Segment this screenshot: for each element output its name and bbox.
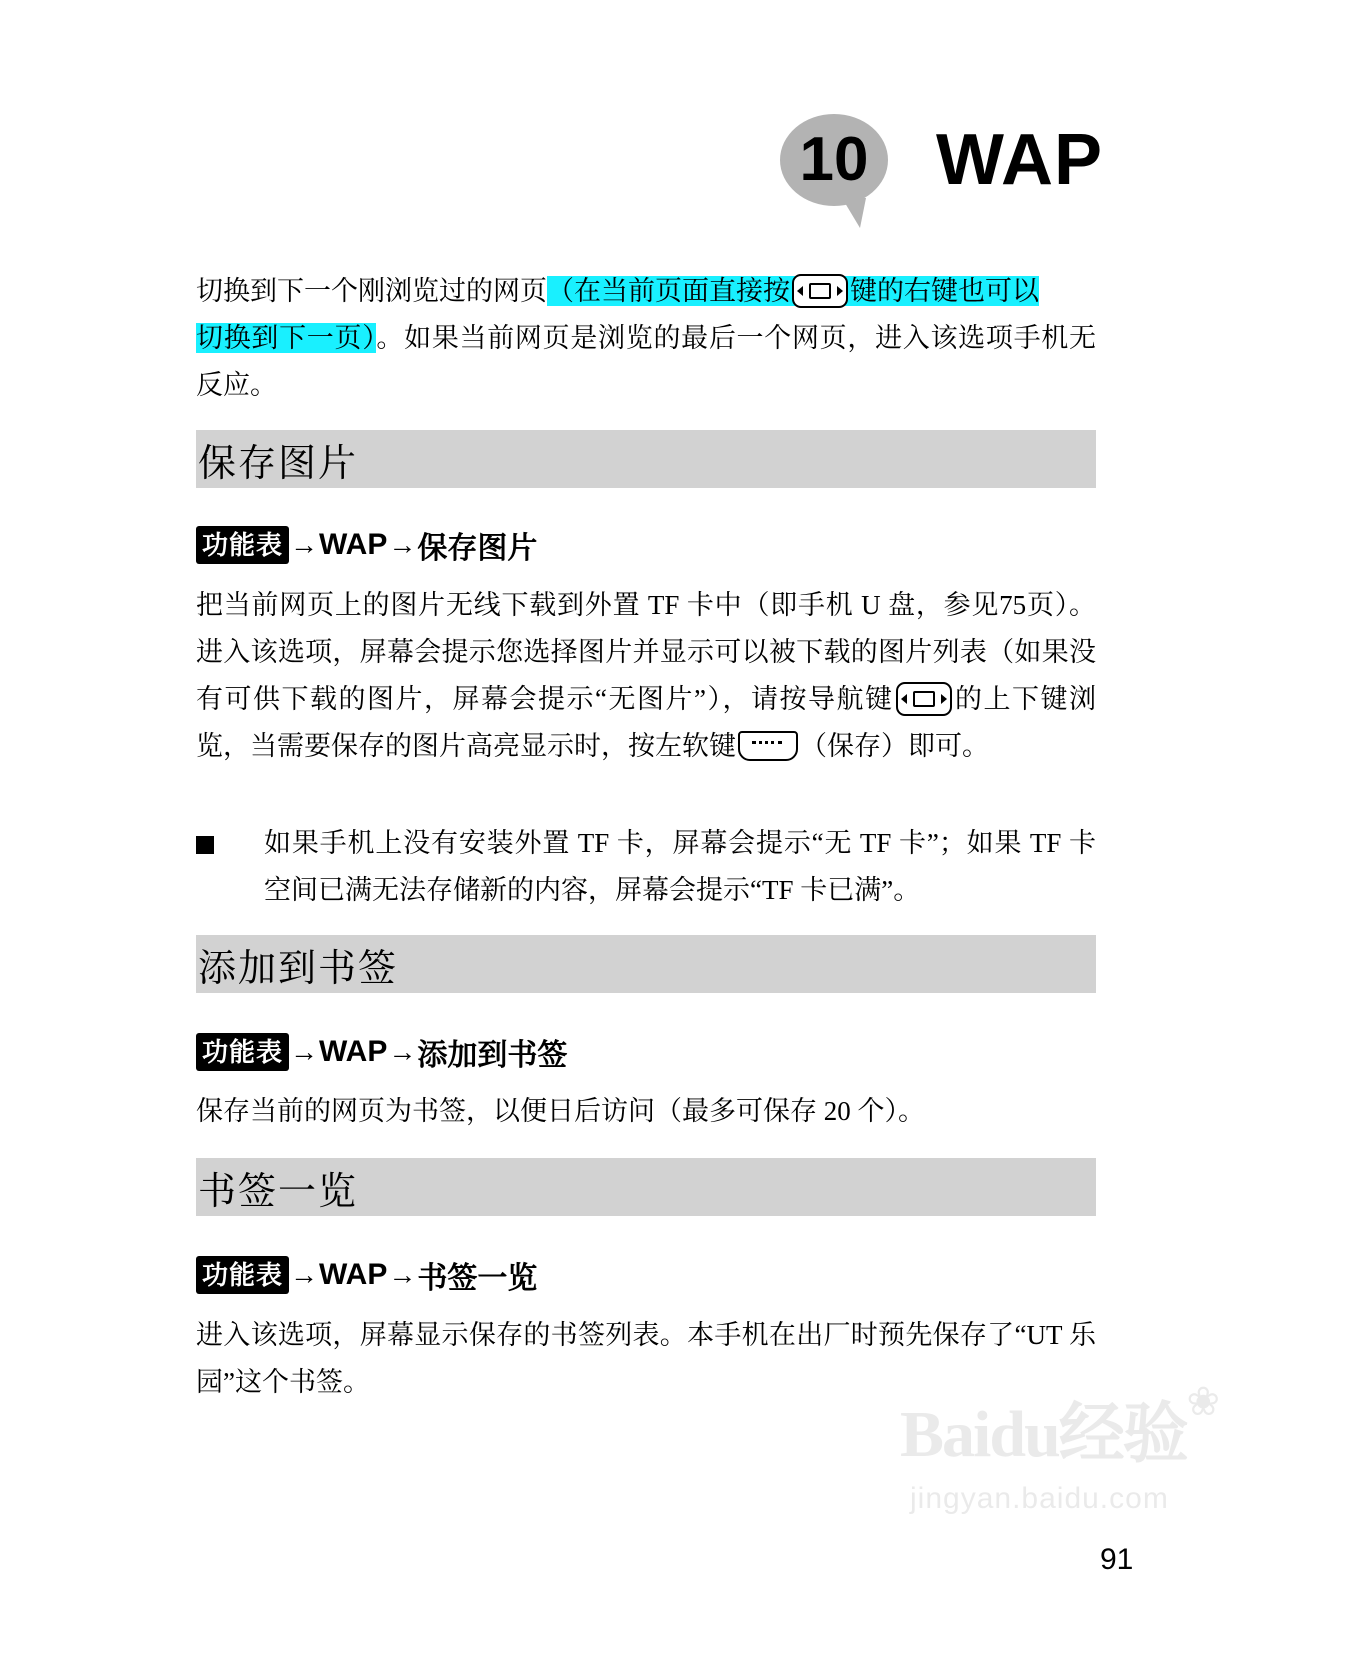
crumb-arrow-icon-3: → xyxy=(290,1036,319,1067)
watermark xyxy=(900,1379,1240,1600)
menu-chip-3: 功能表 xyxy=(196,1256,289,1294)
page-number: 91 xyxy=(1100,1543,1134,1576)
save-image-note-text: 如果手机上没有安装外置 TF 卡，屏幕会提示“无 TF 卡”；如果 TF 卡空间已满无法存储新的内容，屏幕会提示“TF 卡已满”。 xyxy=(264,828,1096,905)
save-image-body-part1: 把当前网页上的图片无线下载到外置 TF 卡中（即手机 U 盘，参见75页）。进入该选项，屏幕会提示您选择图片并显示可以被下载的图片列表（如果没有可供下载的图片，屏幕会提示“无图片”），请按导航键 xyxy=(196,590,1096,714)
left-soft-key-icon xyxy=(738,731,798,761)
crumb-tail-label-2: 添加到书签 xyxy=(417,1039,568,1072)
breadcrumb-bookmark-list xyxy=(196,1253,537,1297)
chapter-header xyxy=(780,95,1210,225)
paw-icon: ❀ xyxy=(1186,1379,1222,1424)
crumb-arrow-icon-2: → xyxy=(388,529,417,560)
crumb-wap-label-2: WAP xyxy=(319,1035,388,1068)
section-heading-save-image xyxy=(196,430,1096,488)
crumb-arrow-icon-4: → xyxy=(388,1036,417,1067)
section-heading-bookmark-list xyxy=(196,1158,1096,1216)
navigation-key-icon-highlight xyxy=(790,276,850,306)
section-heading-add-bookmark-label: 添加到书签 xyxy=(198,947,399,990)
bookmark-list-body: 进入该选项，屏幕显示保存的书签列表。本手机在出厂时预先保存了“UT 乐园”这个书签。 xyxy=(196,1320,1096,1397)
crumb-arrow-icon-6: → xyxy=(388,1259,417,1290)
save-image-body-part2: 的上下键浏览，当需要保存的图片高亮显示时，按左软键 xyxy=(196,684,1097,761)
watermark-sub: jingyan.baidu.com xyxy=(910,1482,1169,1515)
navigation-key-icon xyxy=(792,274,848,308)
add-bookmark-body: 保存当前的网页为书签，以便日后访问（最多可保存 20 个）。 xyxy=(196,1096,925,1126)
section-heading-bookmark-list-label: 书签一览 xyxy=(198,1170,359,1213)
chapter-number-bubble xyxy=(780,114,888,206)
intro-highlight-1: （在当前页面直接按 xyxy=(547,276,790,306)
chapter-number: 10 xyxy=(799,125,869,194)
breadcrumb-add-bookmark xyxy=(196,1030,567,1074)
bullet-square-icon xyxy=(196,836,214,854)
crumb-tail-label: 保存图片 xyxy=(417,532,538,565)
save-image-note xyxy=(196,820,1096,914)
menu-chip-2: 功能表 xyxy=(196,1033,289,1071)
save-image-body-part3: （保存）即可。 xyxy=(800,731,989,761)
menu-chip: 功能表 xyxy=(196,526,289,564)
intro-highlight-2: 键的右键也可以 xyxy=(850,276,1039,306)
intro-text-after: 。如果当前网页是浏览的最后一个网页，进入该选项手机无反应。 xyxy=(196,323,1096,400)
crumb-wap-label: WAP xyxy=(319,528,388,561)
crumb-arrow-icon: → xyxy=(290,529,319,560)
intro-highlight-3: 切换到下一页） xyxy=(196,323,377,353)
crumb-tail-label-3: 书签一览 xyxy=(417,1262,538,1295)
crumb-wap-label-3: WAP xyxy=(319,1258,388,1291)
navigation-key-icon-2 xyxy=(896,682,952,716)
intro-text-before: 切换到下一个刚浏览过的网页 xyxy=(196,276,547,306)
section-heading-add-bookmark xyxy=(196,935,1096,993)
breadcrumb-save-image xyxy=(196,523,537,567)
chapter-title: WAP xyxy=(936,120,1104,200)
intro-paragraph xyxy=(196,268,1096,409)
save-image-body xyxy=(196,582,1096,770)
crumb-arrow-icon-5: → xyxy=(290,1259,319,1290)
section-heading-save-image-label: 保存图片 xyxy=(198,442,359,485)
watermark-main: Baidu经验 xyxy=(900,1398,1187,1471)
